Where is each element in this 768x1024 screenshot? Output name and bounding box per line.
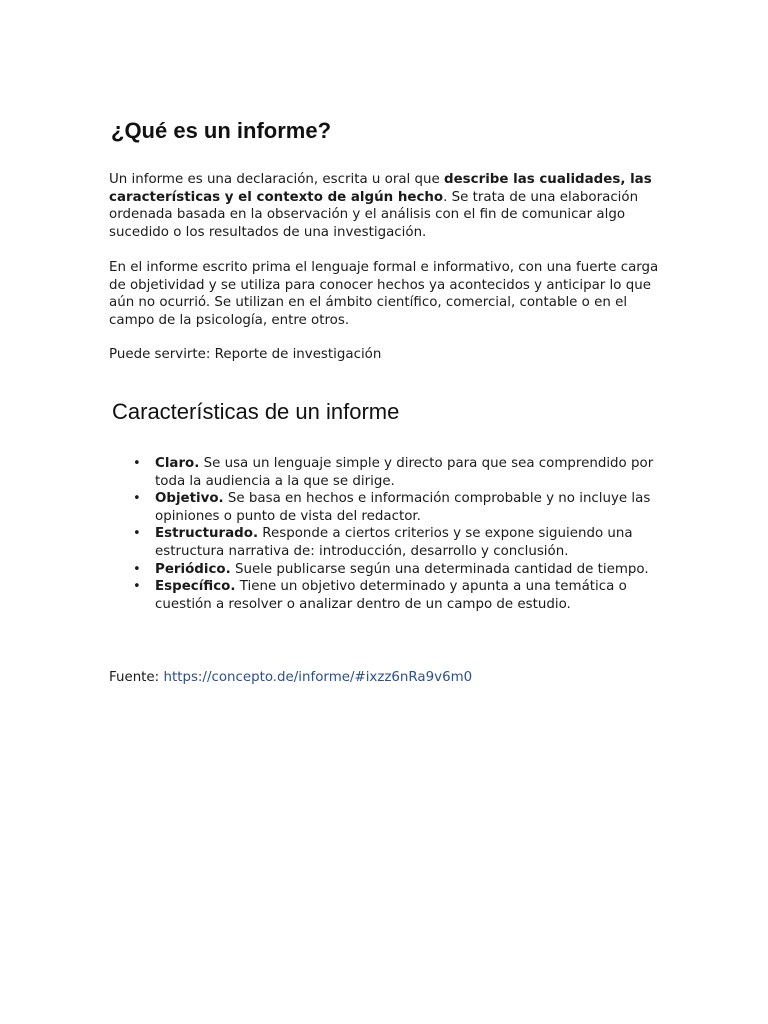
list-item <box>133 561 669 579</box>
source-line <box>109 669 472 687</box>
list-item <box>133 525 669 560</box>
bullet-icon: • <box>133 526 141 542</box>
intro-paragraph <box>109 171 669 241</box>
feature-term: Específico. <box>155 579 236 595</box>
feature-term: Objetivo. <box>155 491 224 507</box>
list-item <box>133 455 669 490</box>
intro-text-start: Un informe es una declaración, escrita u oral que <box>109 172 445 187</box>
bullet-icon: • <box>133 491 141 507</box>
usage-paragraph: En el informe escrito prima el lenguaje formal e informativo, con una fuerte carga de objetividad y se utiliza para conocer hechos ya acontecidos y anticipar lo que aún no ocurrió. Se utilizan en el ámbito científico, comercial, contable o en el campo de la psicología, entre otros. <box>109 260 659 328</box>
bullet-icon: • <box>133 579 141 595</box>
feature-description: Suele publicarse según una determinada cantidad de tiempo. <box>230 561 649 577</box>
features-list <box>109 455 669 613</box>
feature-description: Se usa un lenguaje simple y directo para que sea comprendido por toda la audiencia a la que se dirige. <box>155 456 654 489</box>
list-item <box>133 490 669 525</box>
page-title: ¿Qué es un informe? <box>111 118 332 143</box>
feature-description: Se basa en hechos e información comprobable y no incluye las opiniones o punto de vista del redactor. <box>155 491 651 524</box>
intro-text-bold: describe las cualidades, las características y el contexto de algún hecho <box>109 172 652 205</box>
feature-description: Tiene un objetivo determinado y apunta a una temática o cuestión a resolver o analizar dentro de un campo de estudio. <box>155 579 627 612</box>
feature-term: Estructurado. <box>155 526 259 542</box>
feature-term: Periódico. <box>155 561 231 577</box>
list-item <box>133 578 669 613</box>
feature-description: Responde a ciertos criterios y se expone siguiendo una estructura narrativa de: introducción, desarrollo y conclusión. <box>155 526 633 559</box>
section-title: Características de un informe <box>112 399 400 424</box>
source-label: Fuente: <box>109 670 164 685</box>
bullet-icon: • <box>133 561 141 577</box>
see-also-text: Puede servirte: Reporte de investigación <box>109 347 382 362</box>
bullet-icon: • <box>133 456 141 471</box>
intro-text-end: . Se trata de una elaboración ordenada basada en la observación y el análisis con el fin de comunicar algo sucedido o los resultados de una investigación. <box>109 189 639 240</box>
feature-term: Claro. <box>155 456 200 471</box>
source-link[interactable]: https://concepto.de/informe/#ixzz6nRa9v6m0 <box>163 670 473 685</box>
